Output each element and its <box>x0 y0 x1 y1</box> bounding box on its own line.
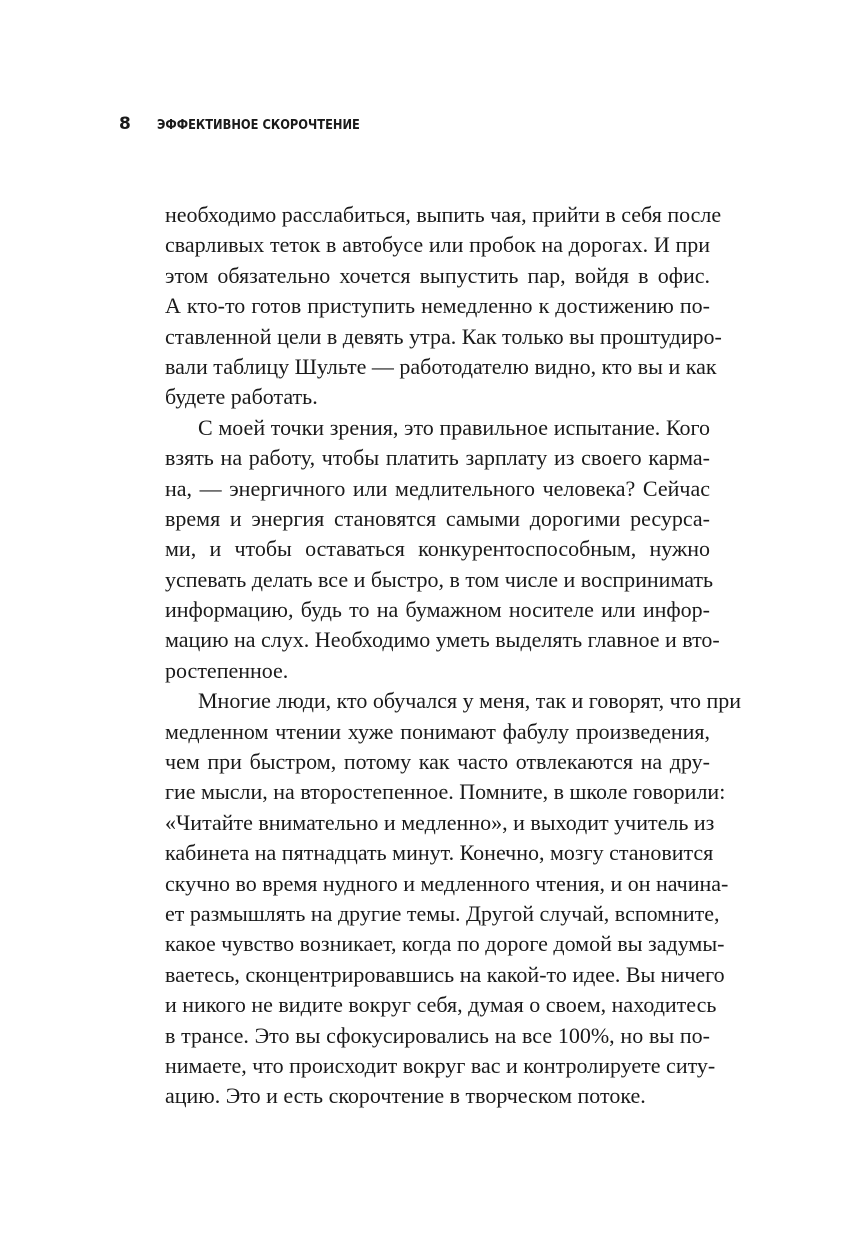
text-line: сварливых теток в автобусе или пробок на дорогах. И при <box>165 232 710 258</box>
text-line: Многие люди, кто обучался у меня, так и говорят, что при <box>198 688 742 714</box>
text-line: информацию, будь то на бумажном носителе или инфор- <box>165 597 710 623</box>
text-line: ваетесь, сконцентрировавшись на какой-то идее. Вы ничего <box>165 961 725 987</box>
text-line: какое чувство возникает, когда по дороге домой вы задумы- <box>165 931 725 957</box>
text-line: «Читайте внимательно и медленно», и выходит учитель из <box>165 809 715 835</box>
text-line: гие мысли, на второстепенное. Помните, в школе говорили: <box>165 779 726 805</box>
body-text <box>165 200 742 1112</box>
text-line: на, — энергичного или медлительного человека? Сейчас <box>165 475 710 501</box>
text-line: взять на работу, чтобы платить зарплату из своего карма- <box>165 445 710 471</box>
text-line: в трансе. Это вы сфокусировались на все 100%, но вы по- <box>165 1022 710 1048</box>
text-line: ацию. Это и есть скорочтение в творческом потоке. <box>165 1083 646 1109</box>
running-head <box>119 114 387 136</box>
text-line: будете работать. <box>165 384 318 410</box>
text-line: время и энергия становятся самыми дорогими ресурса- <box>165 505 710 531</box>
text-line: ростепенное. <box>165 657 289 683</box>
text-line: вали таблицу Шульте — работодателю видно, кто вы и как <box>165 353 717 379</box>
text-line: ет размышлять на другие темы. Другой случай, вспомните, <box>165 900 720 926</box>
page-number: 8 <box>119 114 131 134</box>
text-line: чем при быстром, потому как часто отвлекаются на дру- <box>165 749 710 775</box>
paragraph-3 <box>165 686 742 1111</box>
book-title: ЭФФЕКТИВНОЕ СКОРОЧТЕНИЕ <box>156 118 360 133</box>
text-line: ставленной цели в девять утра. Как только вы проштудиро- <box>165 323 722 349</box>
text-line: медленном чтении хуже понимают фабулу произведения, <box>165 718 710 744</box>
text-line: кабинета на пятнадцать минут. Конечно, мозгу становится <box>165 840 714 866</box>
paragraph-1 <box>165 200 722 413</box>
text-line: этом обязательно хочется выпустить пар, войдя в офис. <box>165 262 710 288</box>
paragraph-2 <box>165 413 720 687</box>
text-line: нимаете, что происходит вокруг вас и контролируете ситу- <box>165 1052 716 1078</box>
text-line: необходимо расслабиться, выпить чая, прийти в себя после <box>165 202 722 227</box>
text-line: мацию на слух. Необходимо уметь выделять главное и вто- <box>165 627 720 653</box>
text-line: успевать делать все и быстро, в том числе и воспринимать <box>165 566 714 592</box>
text-line: и никого не видите вокруг себя, думая о своем, находитесь <box>165 992 717 1018</box>
text-line: С моей точки зрения, это правильное испытание. Кого <box>198 414 710 440</box>
text-line: ми, и чтобы оставаться конкурентоспособным, нужно <box>165 536 710 562</box>
text-line: скучно во время нудного и медленного чтения, и он начина- <box>165 870 729 896</box>
text-line: А кто-то готов приступить немедленно к достижению по- <box>165 293 710 319</box>
